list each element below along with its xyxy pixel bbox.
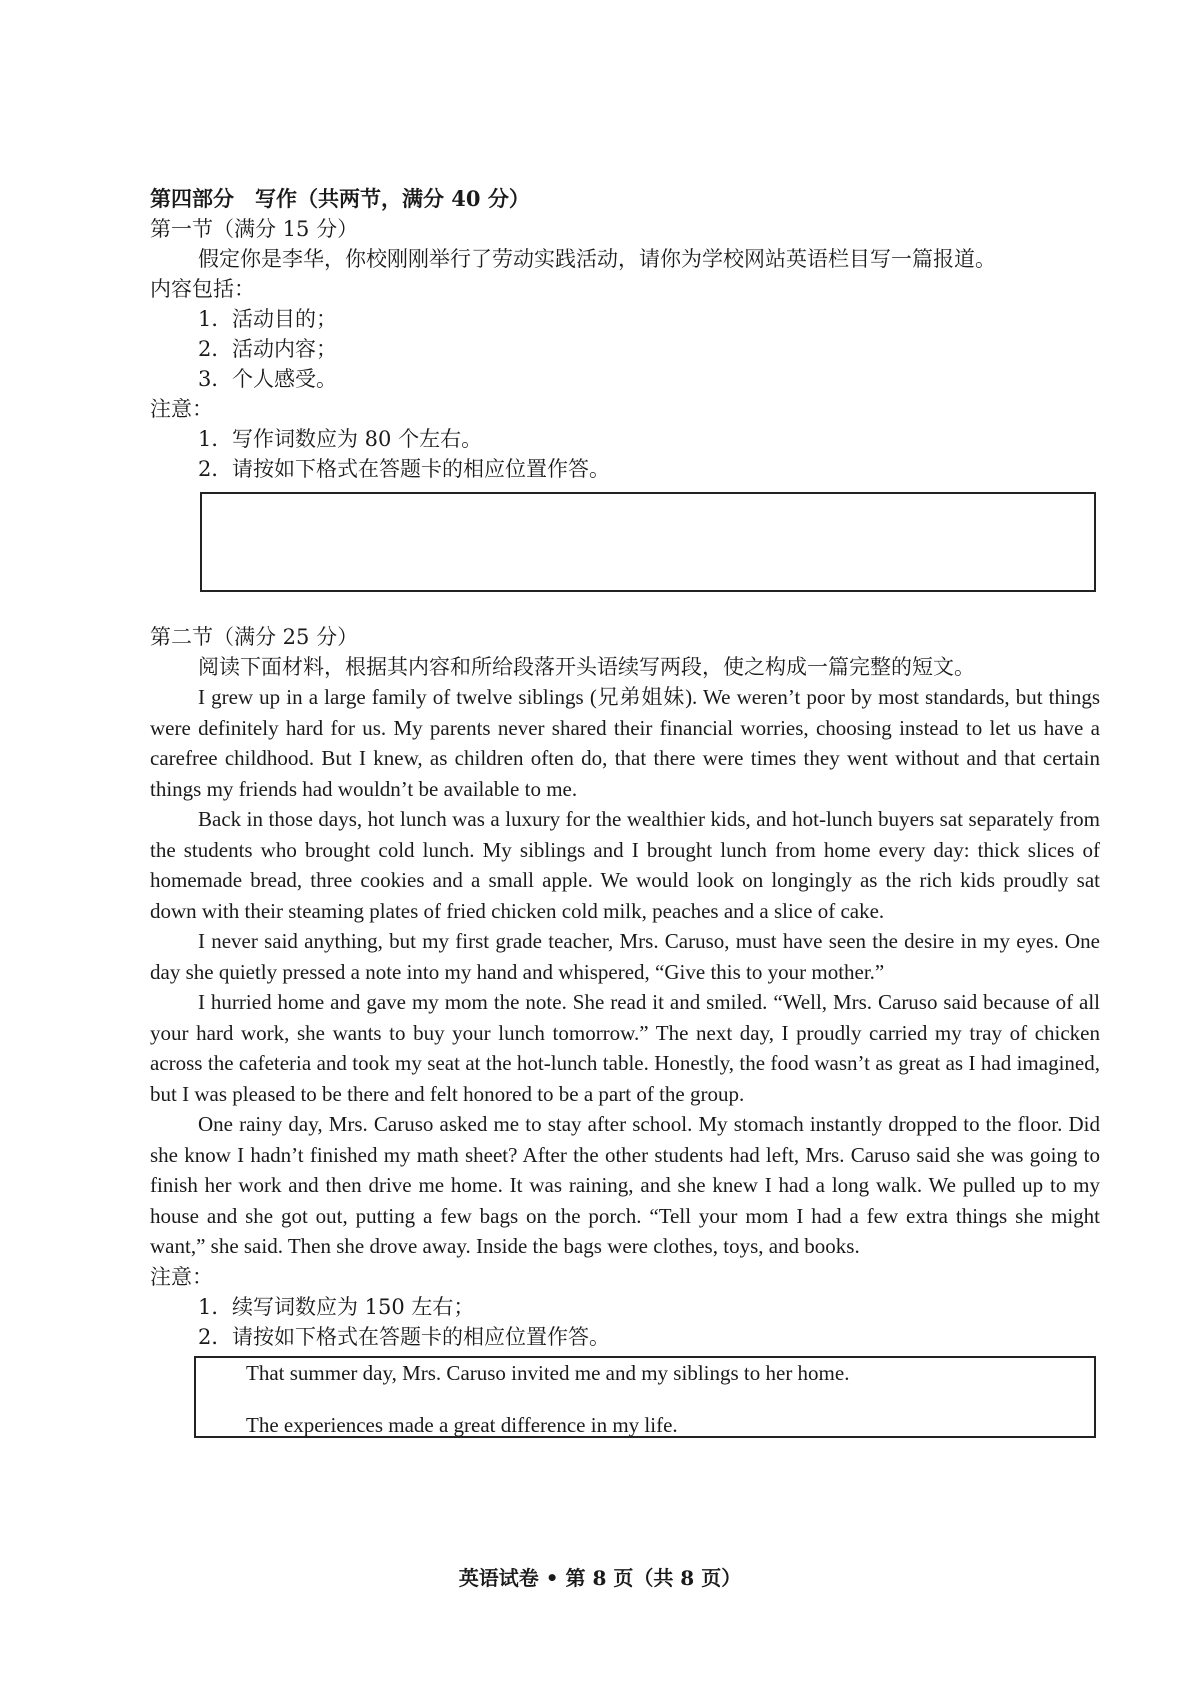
passage-paragraph: I grew up in a large family of twelve siblings (兄弟姐妹). We weren’t poor by most standards, but things were definitely hard for us. My parents never shared their financial worries, choosing instead to let us have a carefree childhood. But I knew, as children often do, that there were times they went without and that certain things my friends had wouldn’t be available to me. (150, 685, 1100, 801)
starter-sentence-2: The experiences made a great difference in my life. (246, 1412, 678, 1437)
list-item: 1．写作词数应为 80 个左右。 (198, 427, 483, 451)
section2-prompt: 阅读下面材料，根据其内容和所给段落开头语续写两段，使之构成一篇完整的短文。 (198, 655, 975, 679)
exam-page (150, 184, 1100, 1438)
section1-prompt: 假定你是李华，你校刚刚举行了劳动实践活动，请你为学校网站英语栏目写一篇报道。 (198, 247, 996, 271)
passage-paragraph: I never said anything, but my first grade teacher, Mrs. Caruso, must have seen the desire in my eyes. One day she quietly pressed a note into my hand and whispered, “Give this to your mother.” (150, 929, 1100, 984)
starter-sentence-1: That summer day, Mrs. Caruso invited me and my siblings to her home. (246, 1360, 850, 1385)
section1-title: 第一节（满分 15 分） (150, 217, 359, 241)
notes-label: 注意： (150, 1264, 213, 1289)
list-item: 2．请按如下格式在答题卡的相应位置作答。 (198, 1324, 610, 1349)
passage-paragraph: One rainy day, Mrs. Caruso asked me to stay after school. My stomach instantly dropped to the floor. Did she know I hadn’t finished my math sheet? After the other students had left, Mrs. Caruso said she was going to finish her work and then drive me home. It was raining, and she knew I had a long walk. We pulled up to my house and she got out, putting a few bags on the porch. “Tell your mom I had a few extra things she might want,” she said. Then she drove away. Inside the bags were clothes, toys, and books. (150, 1112, 1100, 1258)
continuation-box (194, 1356, 1096, 1438)
answer-box (200, 492, 1096, 592)
list-item: 1．续写词数应为 150 左右； (198, 1294, 475, 1319)
reading-passage (150, 682, 1100, 1262)
list-item: 3．个人感受。 (198, 367, 337, 391)
notes-label: 注意： (150, 397, 213, 421)
page-footer: 英语试卷 • 第 8 页（共 8 页） (458, 1566, 742, 1590)
passage-paragraph: I hurried home and gave my mom the note. She read it and smiled. “Well, Mrs. Caruso said because of all your hard work, she wants to buy your lunch tomorrow.” The next day, I proudly carried my tray of chicken across the cafeteria and took my seat at the hot-lunch table. Honestly, the food wasn’t as great as I had imagined, but I was pleased to be there and felt honored to be a part of the group. (150, 990, 1100, 1106)
content-label: 内容包括： (150, 277, 255, 301)
list-item: 2．请按如下格式在答题卡的相应位置作答。 (198, 457, 610, 481)
list-item: 2．活动内容； (198, 337, 337, 361)
list-item: 1．活动目的； (198, 307, 337, 331)
section2-title: 第二节（满分 25 分） (150, 625, 359, 649)
passage-paragraph: Back in those days, hot lunch was a luxury for the wealthier kids, and hot-lunch buyers sat separately from the students who brought cold lunch. My siblings and I brought lunch from home every day: thick slices of homemade bread, three cookies and a small apple. We would look on longingly as the rich kids proudly sat down with their steaming plates of fried chicken cold milk, peaches and a slice of cake. (150, 807, 1100, 923)
part-title: 第四部分 写作（共两节，满分 40 分） (150, 186, 530, 211)
